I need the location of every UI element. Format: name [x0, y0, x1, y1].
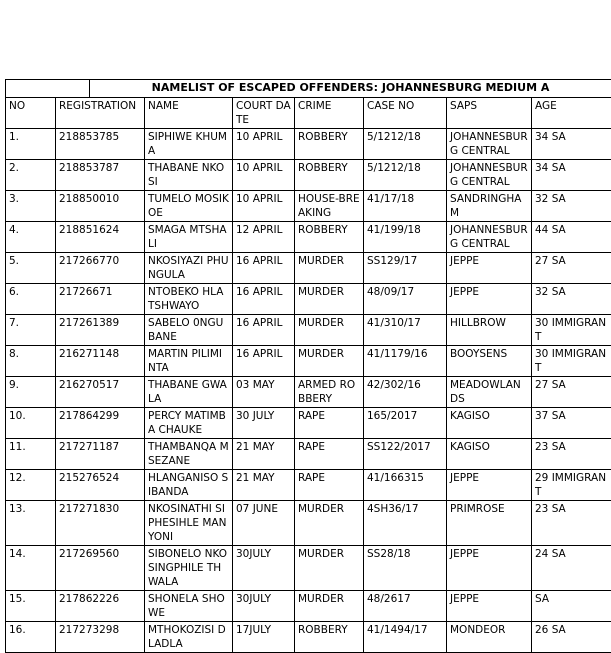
header-row: [6, 98, 611, 129]
cell-court-date: 03 MAY: [233, 377, 295, 408]
header-age: AGE: [532, 98, 611, 129]
cell-no: 15.: [6, 591, 56, 622]
cell-court-date: 16 APRIL: [233, 284, 295, 315]
cell-registration: 217271187: [56, 439, 145, 470]
offenders-table: [5, 79, 611, 653]
cell-registration: 21726671: [56, 284, 145, 315]
cell-case-no: 5/1212/18: [364, 160, 447, 191]
cell-no: 2.: [6, 160, 56, 191]
cell-registration: 216270517: [56, 377, 145, 408]
cell-saps: PRIMROSE: [447, 501, 532, 546]
cell-court-date: 21 MAY: [233, 439, 295, 470]
cell-case-no: 41/166315: [364, 470, 447, 501]
cell-court-date: 10 APRIL: [233, 129, 295, 160]
cell-no: 4.: [6, 222, 56, 253]
header-case-no: CASE NO: [364, 98, 447, 129]
cell-name: THABANE GWALA: [145, 377, 233, 408]
table-row: [6, 591, 611, 622]
cell-registration: 217273298: [56, 622, 145, 653]
cell-age: 34 SA: [532, 160, 611, 191]
cell-age: 23 SA: [532, 439, 611, 470]
cell-registration: 217261389: [56, 315, 145, 346]
cell-no: 10.: [6, 408, 56, 439]
cell-name: SIBONELO NKOSINGPHILE THWALA: [145, 546, 233, 591]
cell-name: SMAGA MTSHALI: [145, 222, 233, 253]
cell-court-date: 16 APRIL: [233, 315, 295, 346]
cell-crime: MURDER: [295, 346, 364, 377]
cell-name: PERCY MATIMBA CHAUKE: [145, 408, 233, 439]
cell-no: 1.: [6, 129, 56, 160]
cell-no: 12.: [6, 470, 56, 501]
cell-case-no: 48/09/17: [364, 284, 447, 315]
header-registration: REGISTRATION: [56, 98, 145, 129]
cell-crime: MURDER: [295, 284, 364, 315]
cell-case-no: SS122/2017: [364, 439, 447, 470]
cell-crime: ROBBERY: [295, 129, 364, 160]
cell-age: 37 SA: [532, 408, 611, 439]
cell-crime: RAPE: [295, 470, 364, 501]
cell-case-no: 41/1494/17: [364, 622, 447, 653]
cell-saps: JEPPE: [447, 546, 532, 591]
cell-name: SHONELA SHOWE: [145, 591, 233, 622]
table-row: [6, 284, 611, 315]
cell-no: 7.: [6, 315, 56, 346]
cell-name: SABELO 0NGUBANE: [145, 315, 233, 346]
cell-no: 14.: [6, 546, 56, 591]
table-row: [6, 160, 611, 191]
table-row: [6, 222, 611, 253]
cell-court-date: 30 JULY: [233, 408, 295, 439]
cell-crime: MURDER: [295, 546, 364, 591]
cell-case-no: 48/2617: [364, 591, 447, 622]
cell-saps: KAGISO: [447, 408, 532, 439]
cell-name: NKOSIYAZI PHUNGULA: [145, 253, 233, 284]
cell-no: 3.: [6, 191, 56, 222]
cell-crime: ARMED ROBBERY: [295, 377, 364, 408]
table-row: [6, 346, 611, 377]
cell-saps: MONDEOR: [447, 622, 532, 653]
cell-case-no: 5/1212/18: [364, 129, 447, 160]
cell-age: SA: [532, 591, 611, 622]
table-row: [6, 546, 611, 591]
cell-registration: 217271830: [56, 501, 145, 546]
cell-age: 32 SA: [532, 191, 611, 222]
cell-registration: 218853787: [56, 160, 145, 191]
cell-crime: ROBBERY: [295, 222, 364, 253]
cell-court-date: 10 APRIL: [233, 160, 295, 191]
header-name: NAME: [145, 98, 233, 129]
table-row: [6, 622, 611, 653]
cell-no: 13.: [6, 501, 56, 546]
header-no: NO: [6, 98, 56, 129]
cell-registration: 217269560: [56, 546, 145, 591]
cell-age: 29 IMMIGRANT: [532, 470, 611, 501]
cell-crime: MURDER: [295, 315, 364, 346]
cell-age: 44 SA: [532, 222, 611, 253]
table-row: [6, 253, 611, 284]
cell-no: 11.: [6, 439, 56, 470]
title-blank-cell: [6, 80, 90, 98]
cell-crime: RAPE: [295, 439, 364, 470]
table-row: [6, 191, 611, 222]
cell-court-date: 16 APRIL: [233, 253, 295, 284]
cell-crime: MURDER: [295, 253, 364, 284]
table-row: [6, 501, 611, 546]
cell-case-no: SS129/17: [364, 253, 447, 284]
table-row: [6, 439, 611, 470]
cell-court-date: 10 APRIL: [233, 191, 295, 222]
cell-age: 30 IMMIGRANT: [532, 346, 611, 377]
cell-case-no: 42/302/16: [364, 377, 447, 408]
table-row: [6, 470, 611, 501]
cell-name: SIPHIWE KHUMA: [145, 129, 233, 160]
cell-registration: 216271148: [56, 346, 145, 377]
cell-saps: JOHANNESBURG CENTRAL: [447, 160, 532, 191]
document-title: NAMELIST OF ESCAPED OFFENDERS: JOHANNESBURG MEDIUM A: [90, 80, 611, 98]
table-row: [6, 315, 611, 346]
cell-case-no: 41/199/18: [364, 222, 447, 253]
cell-crime: HOUSE-BREAKING: [295, 191, 364, 222]
cell-age: 26 SA: [532, 622, 611, 653]
cell-name: TUMELO MOSIKOE: [145, 191, 233, 222]
cell-registration: 218851624: [56, 222, 145, 253]
cell-registration: 217864299: [56, 408, 145, 439]
cell-no: 5.: [6, 253, 56, 284]
header-crime: CRIME: [295, 98, 364, 129]
cell-case-no: 4SH36/17: [364, 501, 447, 546]
cell-saps: KAGISO: [447, 439, 532, 470]
cell-name: MARTIN PILIMINTA: [145, 346, 233, 377]
cell-no: 8.: [6, 346, 56, 377]
cell-age: 34 SA: [532, 129, 611, 160]
cell-case-no: 41/310/17: [364, 315, 447, 346]
cell-saps: BOOYSENS: [447, 346, 532, 377]
cell-case-no: 41/17/18: [364, 191, 447, 222]
cell-court-date: 07 JUNE: [233, 501, 295, 546]
cell-saps: SANDRINGHAM: [447, 191, 532, 222]
table-row: [6, 377, 611, 408]
cell-registration: 218853785: [56, 129, 145, 160]
cell-saps: JEPPE: [447, 284, 532, 315]
header-saps: SAPS: [447, 98, 532, 129]
cell-no: 9.: [6, 377, 56, 408]
cell-crime: MURDER: [295, 501, 364, 546]
cell-age: 32 SA: [532, 284, 611, 315]
cell-age: 23 SA: [532, 501, 611, 546]
cell-crime: ROBBERY: [295, 160, 364, 191]
title-row: [6, 80, 611, 98]
cell-name: NKOSINATHI SIPHESIHLE MANYONI: [145, 501, 233, 546]
cell-saps: JOHANNESBURG CENTRAL: [447, 222, 532, 253]
table-row: [6, 129, 611, 160]
cell-court-date: 30JULY: [233, 591, 295, 622]
cell-case-no: SS28/18: [364, 546, 447, 591]
cell-saps: MEADOWLANDS: [447, 377, 532, 408]
cell-court-date: 12 APRIL: [233, 222, 295, 253]
cell-court-date: 16 APRIL: [233, 346, 295, 377]
cell-no: 6.: [6, 284, 56, 315]
cell-registration: 217862226: [56, 591, 145, 622]
cell-name: THAMBANQA MSEZANE: [145, 439, 233, 470]
header-court-date: COURT DATE: [233, 98, 295, 129]
cell-case-no: 41/1179/16: [364, 346, 447, 377]
cell-registration: 217266770: [56, 253, 145, 284]
cell-age: 24 SA: [532, 546, 611, 591]
cell-registration: 218850010: [56, 191, 145, 222]
cell-name: THABANE NKOSI: [145, 160, 233, 191]
table-row: [6, 408, 611, 439]
cell-court-date: 30JULY: [233, 546, 295, 591]
cell-name: NTOBEKO HLATSHWAYO: [145, 284, 233, 315]
cell-crime: ROBBERY: [295, 622, 364, 653]
cell-saps: HILLBROW: [447, 315, 532, 346]
cell-age: 30 IMMIGRANT: [532, 315, 611, 346]
cell-registration: 215276524: [56, 470, 145, 501]
cell-saps: JEPPE: [447, 253, 532, 284]
cell-age: 27 SA: [532, 377, 611, 408]
cell-court-date: 17JULY: [233, 622, 295, 653]
cell-name: MTHOKOZISI DLADLA: [145, 622, 233, 653]
cell-crime: MURDER: [295, 591, 364, 622]
cell-case-no: 165/2017: [364, 408, 447, 439]
cell-no: 16.: [6, 622, 56, 653]
cell-saps: JEPPE: [447, 591, 532, 622]
table-body: [6, 129, 611, 653]
cell-saps: JEPPE: [447, 470, 532, 501]
cell-name: HLANGANISO SIBANDA: [145, 470, 233, 501]
cell-court-date: 21 MAY: [233, 470, 295, 501]
cell-saps: JOHANNESBURG CENTRAL: [447, 129, 532, 160]
cell-age: 27 SA: [532, 253, 611, 284]
cell-crime: RAPE: [295, 408, 364, 439]
